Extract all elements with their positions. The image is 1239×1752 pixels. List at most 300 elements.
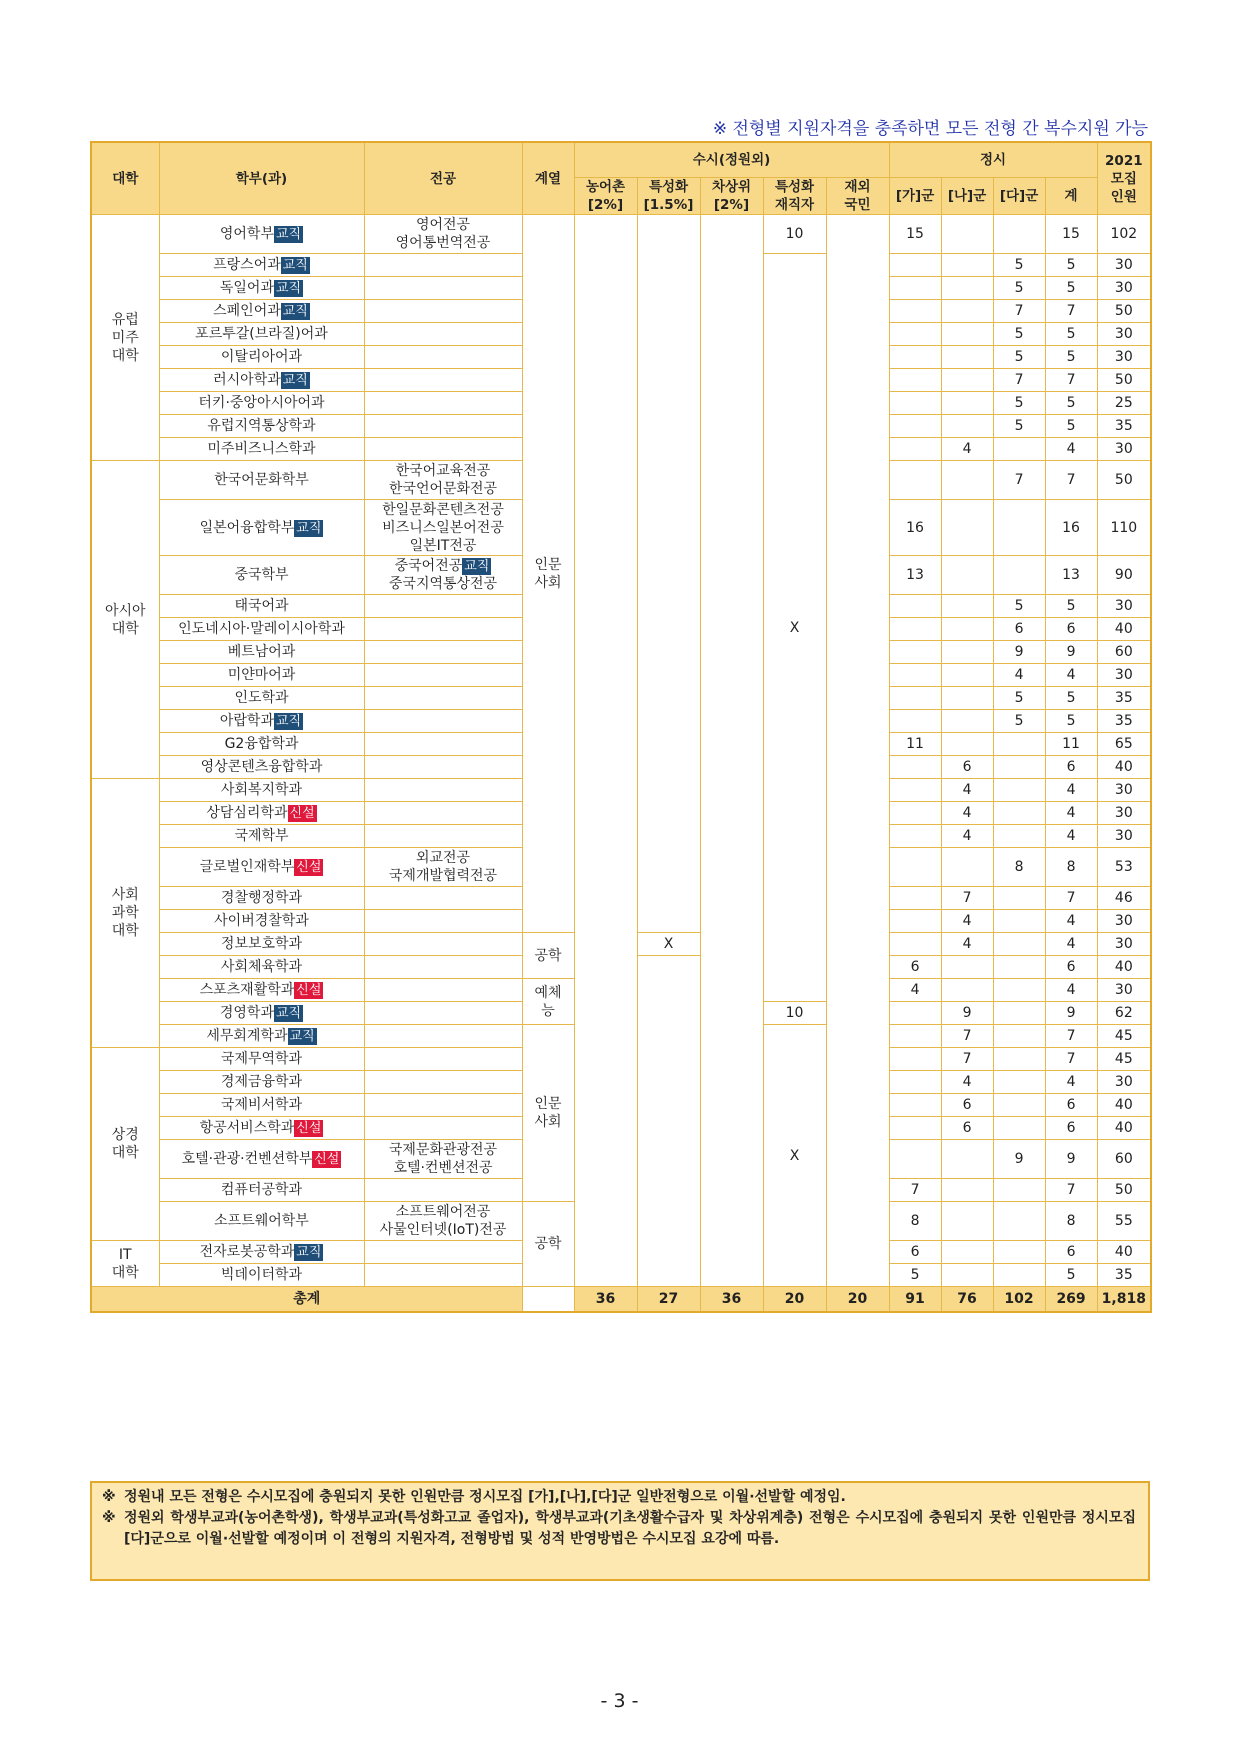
jungsi-na-cell — [941, 595, 993, 618]
dept-name — [159, 500, 364, 556]
major-name — [364, 254, 522, 277]
jungsi-na-cell: 4 — [941, 802, 993, 825]
jungsi-total-cell: 90 — [1097, 556, 1151, 595]
jungsi-sum-cell: 4 — [1045, 910, 1097, 933]
jungsi-total-cell: 62 — [1097, 1002, 1151, 1025]
track-name: 예체 능 — [522, 979, 574, 1025]
jungsi-total-cell: 60 — [1097, 641, 1151, 664]
jungsi-da-cell: 5 — [993, 323, 1045, 346]
dept-label: 태국어과 — [234, 598, 289, 614]
header-jungsi-col: [가]군 — [889, 178, 941, 215]
jungsi-ga-cell — [889, 933, 941, 956]
jungsi-total-cell: 30 — [1097, 979, 1151, 1002]
jungsi-ga-cell: 8 — [889, 1202, 941, 1241]
jungsi-da-cell — [993, 825, 1045, 848]
jungsi-na-cell: 7 — [941, 1048, 993, 1071]
major-name — [364, 756, 522, 779]
jungsi-ga-cell — [889, 802, 941, 825]
jungsi-ga-cell — [889, 641, 941, 664]
totals-na: 76 — [941, 1287, 993, 1313]
jungsi-sum-cell: 4 — [1045, 779, 1097, 802]
jungsi-na-cell — [941, 664, 993, 687]
jungsi-ga-cell — [889, 687, 941, 710]
susi-jaejik-cell: 10 — [763, 215, 826, 254]
jungsi-na-cell: 6 — [941, 1117, 993, 1140]
dept-name — [159, 1117, 364, 1140]
jungsi-sum-cell: 4 — [1045, 438, 1097, 461]
jungsi-sum-cell: 5 — [1045, 254, 1097, 277]
jungsi-ga-cell: 11 — [889, 733, 941, 756]
jungsi-ga-cell: 7 — [889, 1179, 941, 1202]
dept-name — [159, 1094, 364, 1117]
dept-name — [159, 956, 364, 979]
dept-label: 미얀마어과 — [227, 667, 296, 683]
major-name — [364, 825, 522, 848]
jungsi-da-cell — [993, 779, 1045, 802]
major-name — [364, 323, 522, 346]
new-dept-badge: 신설 — [289, 806, 315, 821]
jungsi-sum-cell: 11 — [1045, 733, 1097, 756]
jungsi-da-cell — [993, 438, 1045, 461]
jungsi-na-cell: 4 — [941, 933, 993, 956]
jungsi-da-cell — [993, 500, 1045, 556]
jungsi-sum-cell: 8 — [1045, 848, 1097, 887]
new-dept-badge: 신설 — [296, 860, 322, 875]
jungsi-da-cell — [993, 887, 1045, 910]
dept-label: 전자로봇공학과 — [199, 1244, 295, 1260]
jungsi-total-cell: 30 — [1097, 933, 1151, 956]
jungsi-da-cell — [993, 802, 1045, 825]
header-jungsi-col: [나]군 — [941, 178, 993, 215]
major-name: 영어전공 영어통번역전공 — [364, 215, 522, 254]
jungsi-na-cell — [941, 618, 993, 641]
jungsi-total-cell: 50 — [1097, 461, 1151, 500]
jungsi-total-cell: 30 — [1097, 346, 1151, 369]
totals-total: 1,818 — [1097, 1287, 1151, 1313]
major-name — [364, 392, 522, 415]
jungsi-da-cell: 4 — [993, 664, 1045, 687]
jungsi-total-cell: 35 — [1097, 1264, 1151, 1287]
jungsi-ga-cell — [889, 323, 941, 346]
jungsi-na-cell — [941, 415, 993, 438]
jungsi-sum-cell: 9 — [1045, 1002, 1097, 1025]
jungsi-na-cell — [941, 323, 993, 346]
jungsi-da-cell — [993, 733, 1045, 756]
jungsi-ga-cell — [889, 618, 941, 641]
jungsi-sum-cell: 6 — [1045, 956, 1097, 979]
jungsi-na-cell: 7 — [941, 887, 993, 910]
teacher-course-badge: 교직 — [296, 1245, 322, 1260]
header-susi-col: 농어촌 [2%] — [574, 178, 637, 215]
header-jungsi: 정시 — [889, 142, 1097, 178]
jungsi-da-cell — [993, 1202, 1045, 1241]
major-name — [364, 1048, 522, 1071]
major-name — [364, 733, 522, 756]
dept-label: 경영학과 — [219, 1005, 274, 1021]
major-name — [364, 1179, 522, 1202]
note-mark: ※ — [102, 1489, 116, 1505]
jungsi-ga-cell — [889, 664, 941, 687]
jungsi-sum-cell: 5 — [1045, 1264, 1097, 1287]
jungsi-ga-cell — [889, 438, 941, 461]
dept-label: 아랍학과 — [219, 713, 274, 729]
jungsi-na-cell — [941, 215, 993, 254]
teacher-course-badge: 교직 — [275, 714, 302, 729]
jungsi-ga-cell: 4 — [889, 979, 941, 1002]
jungsi-na-cell: 4 — [941, 438, 993, 461]
dept-name — [159, 300, 364, 323]
dept-name — [159, 979, 364, 1002]
jungsi-total-cell: 30 — [1097, 1071, 1151, 1094]
jungsi-da-cell: 9 — [993, 1140, 1045, 1179]
major-name — [364, 933, 522, 956]
jungsi-sum-cell: 5 — [1045, 415, 1097, 438]
header-susi-col: 특성화 재직자 — [763, 178, 826, 215]
jungsi-sum-cell: 7 — [1045, 1048, 1097, 1071]
header-susi: 수시(정원외) — [574, 142, 889, 178]
dept-name — [159, 756, 364, 779]
dept-label: 세무회계학과 — [206, 1028, 288, 1044]
major-name — [364, 687, 522, 710]
major-name — [364, 1025, 522, 1048]
dept-name — [159, 1071, 364, 1094]
jungsi-da-cell: 7 — [993, 461, 1045, 500]
major-name — [364, 887, 522, 910]
susi-jaejik-cell: X — [763, 1025, 826, 1287]
jungsi-total-cell: 35 — [1097, 710, 1151, 733]
dept-label: 컴퓨터공학과 — [220, 1182, 303, 1198]
dept-name — [159, 369, 364, 392]
dept-name — [159, 1048, 364, 1071]
jungsi-na-cell — [941, 500, 993, 556]
dept-label: 정보보호학과 — [220, 936, 303, 952]
jungsi-total-cell: 60 — [1097, 1140, 1151, 1179]
track-name: 인문 사회 — [522, 215, 574, 933]
dept-name — [159, 710, 364, 733]
jungsi-da-cell: 7 — [993, 300, 1045, 323]
dept-label: 이탈리아어과 — [220, 349, 303, 365]
dept-label: 글로벌인재학부 — [199, 859, 295, 875]
jungsi-total-cell: 55 — [1097, 1202, 1151, 1241]
dept-label: 베트남어과 — [227, 644, 296, 660]
jungsi-na-cell: 7 — [941, 1025, 993, 1048]
dept-name — [159, 887, 364, 910]
jungsi-ga-cell — [889, 910, 941, 933]
dept-label: 영상콘텐츠융합학과 — [200, 759, 323, 775]
totals-label: 총계 — [91, 1287, 522, 1313]
teacher-course-badge: 교직 — [289, 1029, 315, 1044]
major-name — [364, 1241, 522, 1264]
jungsi-sum-cell: 5 — [1045, 392, 1097, 415]
jungsi-na-cell — [941, 461, 993, 500]
jungsi-ga-cell — [889, 1140, 941, 1179]
page-number: - 3 - — [600, 1690, 639, 1712]
dept-name — [159, 595, 364, 618]
dept-name — [159, 415, 364, 438]
new-dept-badge: 신설 — [296, 983, 322, 998]
jungsi-total-cell: 65 — [1097, 733, 1151, 756]
jungsi-da-cell — [993, 1094, 1045, 1117]
jungsi-na-cell — [941, 979, 993, 1002]
major-name — [364, 1002, 522, 1025]
note-item — [92, 1487, 1148, 1508]
dept-label: 포르투갈(브라질)어과 — [195, 326, 328, 342]
susi-chasang-cell — [700, 215, 763, 1287]
jungsi-da-cell: 7 — [993, 369, 1045, 392]
teacher-course-badge: 교직 — [275, 1006, 302, 1021]
jungsi-total-cell: 30 — [1097, 277, 1151, 300]
dept-name — [159, 323, 364, 346]
header-susi-col: 재외 국민 — [826, 178, 889, 215]
jungsi-na-cell — [941, 300, 993, 323]
dept-label: 영어학부 — [219, 226, 274, 242]
dept-label: 일본어융합학부 — [199, 519, 295, 536]
jungsi-ga-cell — [889, 415, 941, 438]
jungsi-total-cell: 30 — [1097, 664, 1151, 687]
dept-label: 프랑스어과 — [213, 257, 281, 273]
major-name — [364, 300, 522, 323]
jungsi-sum-cell: 16 — [1045, 500, 1097, 556]
major-name: 소프트웨어전공 사물인터넷(IoT)전공 — [364, 1202, 522, 1241]
jungsi-total-cell: 30 — [1097, 323, 1151, 346]
dept-label: 한국어문화학부 — [214, 472, 309, 488]
dept-label: 경찰행정학과 — [220, 890, 303, 906]
jungsi-na-cell: 4 — [941, 779, 993, 802]
jungsi-sum-cell: 15 — [1045, 215, 1097, 254]
jungsi-sum-cell: 7 — [1045, 300, 1097, 323]
jungsi-na-cell: 4 — [941, 1071, 993, 1094]
major-name — [364, 415, 522, 438]
jungsi-da-cell — [993, 1025, 1045, 1048]
jungsi-sum-cell: 5 — [1045, 346, 1097, 369]
dept-name — [159, 733, 364, 756]
jungsi-da-cell: 5 — [993, 392, 1045, 415]
college-name: 유럽 미주 대학 — [91, 215, 159, 461]
jungsi-na-cell — [941, 369, 993, 392]
dept-label: 항공서비스학과 — [199, 1120, 295, 1136]
totals-da: 102 — [993, 1287, 1045, 1313]
major-line: 중국어전공 — [394, 558, 463, 574]
jungsi-da-cell — [993, 1179, 1045, 1202]
jungsi-da-cell: 5 — [993, 710, 1045, 733]
major-name — [364, 956, 522, 979]
dept-label: 터키·중앙아시아어과 — [198, 395, 325, 411]
major-name: 한일문화콘텐츠전공 비즈니스일본어전공 일본IT전공 — [364, 500, 522, 556]
header-total: 2021 모집 인원 — [1097, 142, 1151, 215]
teacher-course-badge: 교직 — [282, 373, 308, 388]
header-track: 계열 — [522, 142, 574, 215]
jungsi-na-cell: 6 — [941, 1094, 993, 1117]
jungsi-ga-cell — [889, 825, 941, 848]
major-name — [364, 1264, 522, 1287]
jungsi-ga-cell — [889, 392, 941, 415]
jungsi-sum-cell: 5 — [1045, 687, 1097, 710]
new-dept-badge: 신설 — [314, 1152, 340, 1167]
dept-label: 사회복지학과 — [220, 782, 303, 798]
dept-label: 인도네시아·말레이시아학과 — [178, 621, 345, 637]
jungsi-na-cell — [941, 254, 993, 277]
major-name — [364, 910, 522, 933]
track-name: 인문 사회 — [522, 1025, 574, 1202]
dept-name — [159, 277, 364, 300]
dept-name — [159, 215, 364, 254]
jungsi-ga-cell — [889, 1094, 941, 1117]
jungsi-total-cell: 30 — [1097, 825, 1151, 848]
jungsi-da-cell — [993, 979, 1045, 1002]
jungsi-total-cell: 30 — [1097, 779, 1151, 802]
totals-sum: 269 — [1045, 1287, 1097, 1313]
jungsi-ga-cell — [889, 848, 941, 887]
dept-name — [159, 254, 364, 277]
jungsi-total-cell: 45 — [1097, 1025, 1151, 1048]
jungsi-sum-cell: 4 — [1045, 1071, 1097, 1094]
jungsi-sum-cell: 8 — [1045, 1202, 1097, 1241]
jungsi-na-cell — [941, 1241, 993, 1264]
dept-label: 유럽지역통상학과 — [207, 418, 316, 434]
jungsi-sum-cell: 9 — [1045, 641, 1097, 664]
jungsi-total-cell: 46 — [1097, 887, 1151, 910]
major-name — [364, 779, 522, 802]
major-name — [364, 641, 522, 664]
totals-jaejik: 20 — [763, 1287, 826, 1313]
jungsi-ga-cell: 6 — [889, 1241, 941, 1264]
major-name: 외교전공 국제개발협력전공 — [364, 848, 522, 887]
dept-name — [159, 1241, 364, 1264]
jungsi-sum-cell: 4 — [1045, 825, 1097, 848]
dept-name — [159, 825, 364, 848]
jungsi-total-cell: 40 — [1097, 1094, 1151, 1117]
dept-name — [159, 641, 364, 664]
totals-chasang: 36 — [700, 1287, 763, 1313]
jungsi-da-cell: 5 — [993, 277, 1045, 300]
jungsi-da-cell — [993, 215, 1045, 254]
totals-teuk: 27 — [637, 1287, 700, 1313]
jungsi-total-cell: 50 — [1097, 1179, 1151, 1202]
dept-label: 사회체육학과 — [220, 959, 303, 975]
jungsi-na-cell — [941, 556, 993, 595]
dept-name — [159, 1002, 364, 1025]
jungsi-sum-cell: 4 — [1045, 664, 1097, 687]
jungsi-ga-cell — [889, 1117, 941, 1140]
major-name — [364, 595, 522, 618]
jungsi-ga-cell — [889, 300, 941, 323]
jungsi-total-cell: 30 — [1097, 438, 1151, 461]
dept-label: G2융합학과 — [224, 736, 299, 752]
dept-name — [159, 933, 364, 956]
teacher-course-badge: 교직 — [296, 520, 322, 536]
major-name — [364, 1071, 522, 1094]
jungsi-total-cell: 50 — [1097, 369, 1151, 392]
teacher-course-badge: 교직 — [282, 258, 308, 273]
jungsi-da-cell: 9 — [993, 641, 1045, 664]
jungsi-da-cell — [993, 1048, 1045, 1071]
teacher-course-badge: 교직 — [275, 281, 302, 296]
jungsi-total-cell: 40 — [1097, 1117, 1151, 1140]
jungsi-na-cell — [941, 641, 993, 664]
jungsi-total-cell: 50 — [1097, 300, 1151, 323]
jungsi-da-cell — [993, 1241, 1045, 1264]
totals-jaeoe: 20 — [826, 1287, 889, 1313]
jungsi-ga-cell — [889, 346, 941, 369]
jungsi-ga-cell — [889, 887, 941, 910]
susi-nong-cell — [574, 215, 637, 1287]
jungsi-sum-cell: 6 — [1045, 618, 1097, 641]
dept-name — [159, 779, 364, 802]
jungsi-total-cell: 30 — [1097, 595, 1151, 618]
major-name — [364, 438, 522, 461]
note-text: 정원내 모든 전형은 수시모집에 충원되지 못한 인원만큼 정시모집 [가],[나],[다]군 일반전형으로 이월·선발할 예정임. — [124, 1489, 846, 1505]
jungsi-da-cell: 8 — [993, 848, 1045, 887]
dept-name — [159, 438, 364, 461]
jungsi-na-cell — [941, 1179, 993, 1202]
dept-name — [159, 664, 364, 687]
jungsi-sum-cell: 6 — [1045, 1117, 1097, 1140]
jungsi-da-cell: 5 — [993, 687, 1045, 710]
jungsi-sum-cell: 5 — [1045, 710, 1097, 733]
jungsi-total-cell: 35 — [1097, 687, 1151, 710]
header-jungsi-col: [다]군 — [993, 178, 1045, 215]
jungsi-sum-cell: 4 — [1045, 802, 1097, 825]
jungsi-da-cell — [993, 1264, 1045, 1287]
teacher-course-badge: 교직 — [464, 559, 490, 574]
jungsi-na-cell — [941, 710, 993, 733]
jungsi-ga-cell — [889, 254, 941, 277]
jungsi-sum-cell: 7 — [1045, 461, 1097, 500]
jungsi-sum-cell: 4 — [1045, 933, 1097, 956]
jungsi-total-cell: 53 — [1097, 848, 1151, 887]
header-jungsi-col: 계 — [1045, 178, 1097, 215]
major-name — [364, 346, 522, 369]
jungsi-sum-cell: 7 — [1045, 1025, 1097, 1048]
jungsi-total-cell: 40 — [1097, 956, 1151, 979]
major-name — [364, 277, 522, 300]
jungsi-da-cell: 6 — [993, 618, 1045, 641]
jungsi-total-cell: 102 — [1097, 215, 1151, 254]
dept-label: 국제무역학과 — [220, 1051, 303, 1067]
susi-jaejik-cell: 10 — [763, 1002, 826, 1025]
totals-track-blank — [522, 1287, 574, 1313]
jungsi-sum-cell: 7 — [1045, 887, 1097, 910]
dept-name — [159, 802, 364, 825]
major-line: 중국지역통상전공 — [388, 576, 498, 592]
susi-teukseong-cell — [637, 215, 700, 933]
jungsi-total-cell: 25 — [1097, 392, 1151, 415]
jungsi-sum-cell: 7 — [1045, 1179, 1097, 1202]
jungsi-sum-cell: 6 — [1045, 1094, 1097, 1117]
major-name — [364, 664, 522, 687]
header-susi-col: 차상위 [2%] — [700, 178, 763, 215]
header-dept: 학부(과) — [159, 142, 364, 215]
dept-name — [159, 687, 364, 710]
major-name — [364, 556, 522, 595]
header-college: 대학 — [91, 142, 159, 215]
dept-label: 빅데이터학과 — [220, 1267, 303, 1283]
jungsi-da-cell — [993, 1117, 1045, 1140]
jungsi-da-cell: 5 — [993, 415, 1045, 438]
jungsi-sum-cell: 7 — [1045, 369, 1097, 392]
jungsi-da-cell — [993, 910, 1045, 933]
table-row — [91, 215, 1151, 254]
jungsi-da-cell — [993, 1002, 1045, 1025]
susi-jaejik-cell: X — [763, 254, 826, 1002]
major-name — [364, 979, 522, 1002]
jungsi-sum-cell: 5 — [1045, 277, 1097, 300]
jungsi-ga-cell — [889, 369, 941, 392]
jungsi-sum-cell: 9 — [1045, 1140, 1097, 1179]
jungsi-ga-cell: 16 — [889, 500, 941, 556]
jungsi-na-cell — [941, 1264, 993, 1287]
dept-name — [159, 1264, 364, 1287]
